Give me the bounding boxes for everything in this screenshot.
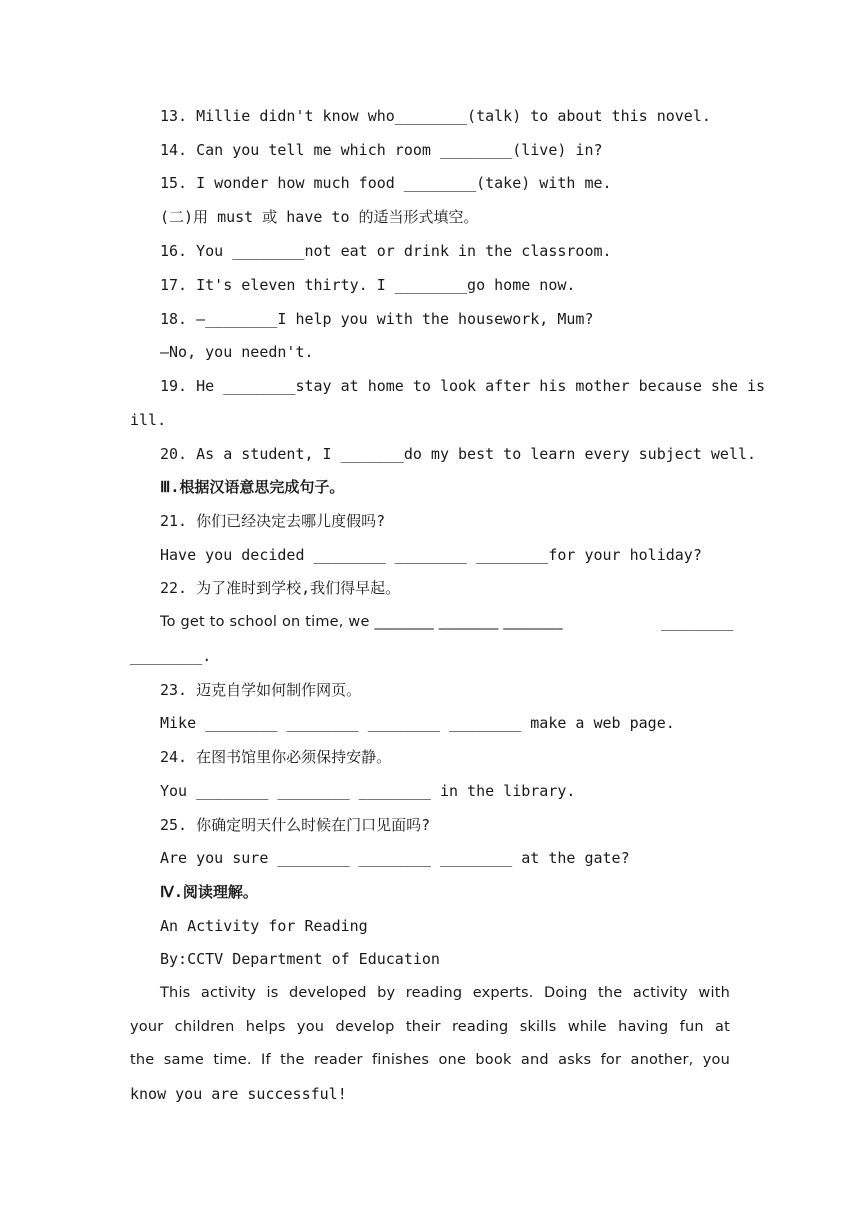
question-17: 17. It's eleven thirty. I ________go home now.: [160, 276, 576, 294]
question-21-english: Have you decided ________ ________ ________for your holiday?: [160, 546, 702, 564]
question-18-reply: —No, you needn't.: [160, 343, 314, 361]
question-20: 20. As a student, I _______do my best to learn every subject well.: [160, 445, 757, 463]
reading-paragraph-line: your children helps you develop their reading skills while having fun at: [130, 1019, 730, 1035]
section-3-heading: Ⅲ.根据汉语意思完成句子。: [160, 478, 345, 496]
reading-paragraph-line: know you are successful!: [130, 1085, 347, 1103]
question-22-blank: ________: [661, 613, 734, 631]
reading-byline: By:CCTV Department of Education: [160, 950, 440, 968]
reading-paragraph-line: the same time. If the reader finishes one book and asks for another, you: [130, 1052, 730, 1068]
section-4-heading: Ⅳ.阅读理解。: [160, 883, 258, 901]
question-23-chinese: 23. 迈克自学如何制作网页。: [160, 681, 362, 699]
question-24-chinese: 24. 在图书馆里你必须保持安静。: [160, 748, 392, 766]
question-16: 16. You ________not eat or drink in the classroom.: [160, 242, 612, 260]
question-23-english: Mike ________ ________ ________ ________ make a web page.: [160, 714, 675, 732]
question-19: 19. He ________stay at home to look after his mother because she is: [160, 377, 766, 395]
question-22-blank-continued: ________.: [130, 647, 212, 665]
section-2-heading: (二)用 must 或 have to 的适当形式填空。: [160, 208, 479, 226]
question-13: 13. Millie didn't know who________(talk) to about this novel.: [160, 107, 711, 125]
question-14: 14. Can you tell me which room ________(live) in?: [160, 141, 603, 159]
question-22-chinese: 22. 为了准时到学校,我们得早起。: [160, 579, 401, 597]
question-25-chinese: 25. 你确定明天什么时候在门口见面吗?: [160, 816, 431, 834]
question-25-english: Are you sure ________ ________ ________ at the gate?: [160, 849, 630, 867]
question-15: 15. I wonder how much food ________(take) with me.: [160, 174, 612, 192]
question-24-english: You ________ ________ ________ in the library.: [160, 782, 576, 800]
reading-paragraph-line: This activity is developed by reading experts. Doing the activity with: [160, 985, 730, 1001]
question-21-chinese: 21. 你们已经决定去哪儿度假吗?: [160, 512, 386, 530]
reading-title: An Activity for Reading: [160, 917, 368, 935]
question-22-english: To get to school on time, we ________ ________ ________: [160, 614, 563, 630]
question-18: 18. —________I help you with the housework, Mum?: [160, 310, 594, 328]
question-19-continued: ill.: [130, 411, 167, 429]
